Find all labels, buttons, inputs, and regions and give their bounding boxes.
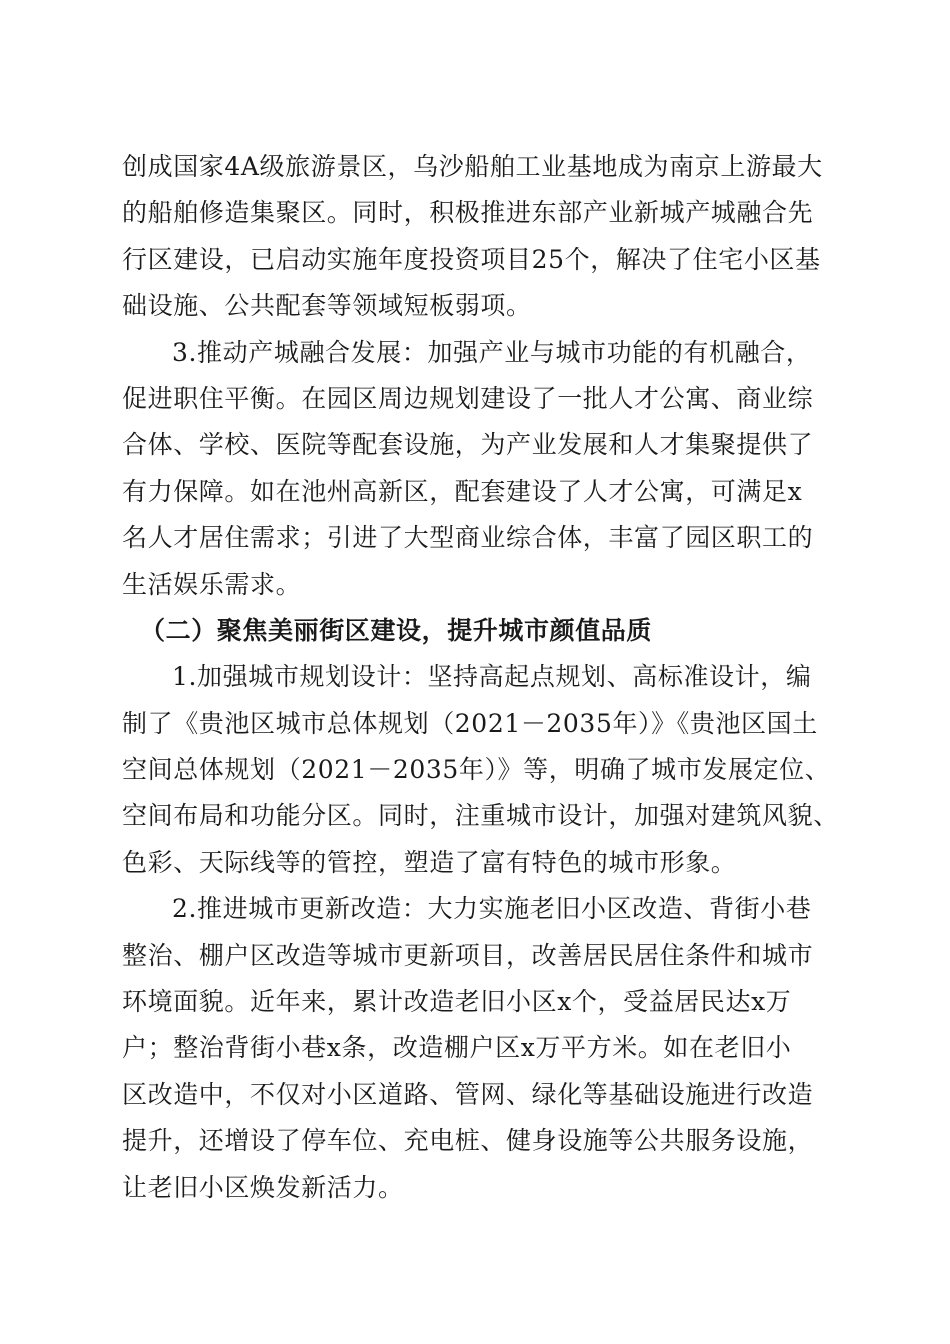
text-line: 空间布局和功能分区。同时，注重城市设计，加强对建筑风貌、 [122, 801, 839, 831]
text-line: 区改造中，不仅对小区道路、管网、绿化等基础设施进行改造 [122, 1079, 814, 1109]
paragraph-start-line: 1.加强城市规划设计：坚持高起点规划、高标准设计，编 [172, 662, 812, 692]
text-line: 名人才居住需求；引进了大型商业综合体，丰富了园区职工的 [122, 523, 814, 553]
text-line: 户；整治背街小巷x条，改造棚户区x万平方米。如在老旧小 [122, 1033, 792, 1063]
text-line: 色彩、天际线等的管控，塑造了富有特色的城市形象。 [122, 847, 737, 877]
text-line: 环境面貌。近年来，累计改造老旧小区x个，受益居民达x万 [122, 987, 792, 1017]
paragraph-start-line: 3.推动产城融合发展：加强产业与城市功能的有机融合， [172, 337, 812, 367]
document-body [122, 144, 839, 1211]
text-line: 础设施、公共配套等领域短板弱项。 [122, 291, 532, 321]
text-line: 生活娱乐需求。 [122, 569, 302, 599]
text-line: 有力保障。如在池州高新区，配套建设了人才公寓，可满足x [122, 476, 803, 506]
text-line: 让老旧小区焕发新活力。 [122, 1172, 404, 1202]
text-line: 促进职住平衡。在园区周边规划建设了一批人才公寓、商业综 [122, 383, 814, 413]
text-line: 提升，还增设了停车位、充电桩、健身设施等公共服务设施， [122, 1126, 814, 1156]
text-line: 的船舶修造集聚区。同时，积极推进东部产业新城产城融合先 [122, 198, 814, 228]
text-line: 创成国家4A级旅游景区，乌沙船舶工业基地成为南京上游最大 [122, 152, 823, 181]
section-heading: （二）聚焦美丽街区建设，提升城市颜值品质 [140, 615, 653, 645]
text-line: 整治、棚户区改造等城市更新项目，改善居民居住条件和城市 [122, 940, 814, 970]
text-line: 制了《贵池区城市总体规划（2021－2035年）》《贵池区国土 [122, 708, 818, 738]
text-line: 合体、学校、医院等配套设施，为产业发展和人才集聚提供了 [122, 430, 814, 460]
text-line: 行区建设，已启动实施年度投资项目25个，解决了住宅小区基 [122, 244, 821, 274]
text-line: 空间总体规划（2021－2035年）》等，明确了城市发展定位、 [122, 755, 831, 785]
paragraph-start-line: 2.推进城市更新改造：大力实施老旧小区改造、背街小巷 [172, 894, 812, 924]
